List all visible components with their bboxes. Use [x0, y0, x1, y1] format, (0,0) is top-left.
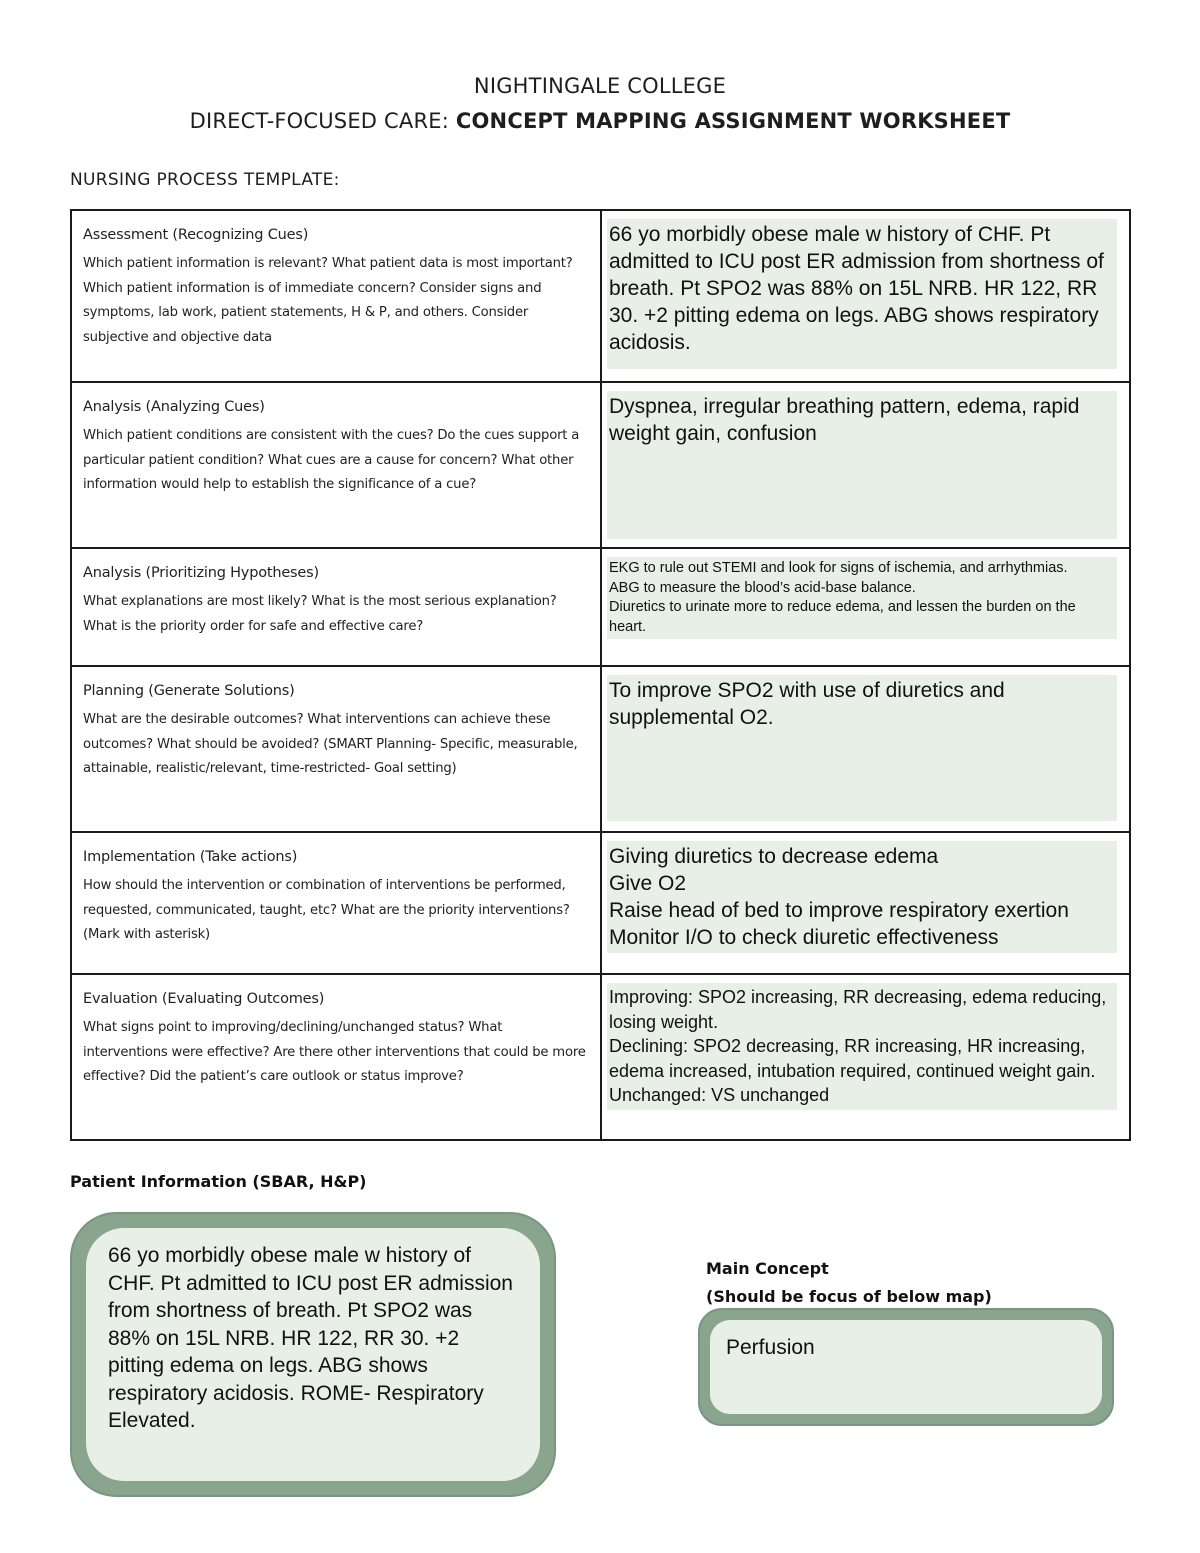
answer-line: Giving diuretics to decrease edema [609, 845, 939, 868]
worksheet-title [0, 109, 1200, 133]
step-title: Analysis (Prioritizing Hypotheses) [83, 565, 319, 581]
step-title: Planning (Generate Solutions) [83, 683, 295, 699]
answer-cell [601, 210, 1130, 382]
answer-line: Raise head of bed to improve respiratory exertion [609, 899, 1069, 922]
template-label: NURSING PROCESS TEMPLATE: [70, 170, 340, 190]
answer-line: Monitor I/O to check diuretic effectiveness [609, 926, 999, 949]
table-row [71, 382, 1130, 548]
step-description: What explanations are most likely? What is the most serious explanation? What is the priority order for safe and effective care? [83, 594, 557, 634]
answer-line: Give O2 [609, 872, 687, 895]
step-title: Analysis (Analyzing Cues) [83, 399, 265, 415]
worksheet-title-plain: DIRECT-FOCUSED CARE: [189, 109, 456, 133]
table-row [71, 832, 1130, 974]
college-title: NIGHTINGALE COLLEGE [473, 74, 727, 98]
main-concept-label [706, 1255, 992, 1311]
answer-line: Improving: SPO2 increasing, RR decreasing, edema reducing, losing weight. [609, 987, 1107, 1032]
answer-line: Unchanged: VS unchanged [609, 1085, 830, 1105]
step-description: What are the desirable outcomes? What interventions can achieve these outcomes? What should be avoided? (SMART Planning- Specific, measurable, attainable, realistic/relevant, time-restricted- Goal setting) [83, 712, 578, 776]
main-concept-label-line: Main Concept [706, 1259, 829, 1278]
answer-cell [601, 666, 1130, 832]
answer-cell [601, 832, 1130, 974]
step-cell [71, 974, 601, 1140]
step-cell [71, 210, 601, 382]
step-cell [71, 548, 601, 666]
step-description: Which patient information is relevant? What patient data is most important? Which patient information is of immediate concern? Consider signs and symptoms, lab work, patient statements, H & P, and others. Consider subjective and objective data [83, 256, 573, 345]
answer-line: EKG to rule out STEMI and look for signs of ischemia, and arrhythmias. [609, 560, 1068, 576]
answer-line: ABG to measure the blood’s acid-base balance. [609, 579, 916, 596]
answer-cell [601, 548, 1130, 666]
answer-line: Diuretics to urinate more to reduce edema, and lessen the burden on the heart. [609, 599, 1076, 635]
table-row [71, 548, 1130, 666]
main-concept-value[interactable]: Perfusion [710, 1320, 1102, 1414]
step-title: Implementation (Take actions) [83, 849, 298, 865]
answer-field[interactable] [607, 841, 1117, 953]
answer-field[interactable]: Dyspnea, irregular breathing pattern, edema, rapid weight gain, confusion [607, 391, 1117, 539]
answer-line: Declining: SPO2 decreasing, RR increasing, HR increasing, edema increased, intubation required, continued weight gain. [609, 1036, 1096, 1081]
main-concept-box [698, 1308, 1114, 1426]
step-description: What signs point to improving/declining/unchanged status? What interventions were effective? Are there other interventions that could be more effective? Did the patient’s care outlook or status improve? [83, 1020, 586, 1084]
patient-info-box [70, 1212, 556, 1497]
main-concept-label-line: (Should be focus of below map) [706, 1287, 992, 1306]
answer-field[interactable]: To improve SPO2 with use of diuretics and supplemental O2. [607, 675, 1117, 821]
patient-info-label: Patient Information (SBAR, H&P) [70, 1172, 367, 1191]
step-cell [71, 832, 601, 974]
step-description: How should the intervention or combination of interventions be performed, requested, communicated, taught, etc? What are the priority interventions? (Mark with asterisk) [83, 878, 570, 942]
answer-cell [601, 382, 1130, 548]
step-description: Which patient conditions are consistent with the cues? Do the cues support a particular patient condition? What cues are a cause for concern? What other information would help to establish the significance of a cue? [83, 428, 580, 492]
table-row [71, 974, 1130, 1140]
table-row [71, 666, 1130, 832]
patient-info-text[interactable]: 66 yo morbidly obese male w history of CHF. Pt admitted to ICU post ER admission from shortness of breath. Pt SPO2 was 88% on 15L NRB. HR 122, RR 30. +2 pitting edema on legs. ABG shows respiratory acidosis. ROME- Respiratory Elevated. [86, 1228, 540, 1481]
answer-field[interactable] [607, 557, 1117, 639]
step-title: Assessment (Recognizing Cues) [83, 227, 309, 243]
nursing-process-table [70, 209, 1131, 1141]
answer-field[interactable]: 66 yo morbidly obese male w history of CHF. Pt admitted to ICU post ER admission from shortness of breath. Pt SPO2 was 88% on 15L NRB. HR 122, RR 30. +2 pitting edema on legs. ABG shows respiratory acidosis. [607, 219, 1117, 369]
step-cell [71, 382, 601, 548]
step-cell [71, 666, 601, 832]
answer-cell [601, 974, 1130, 1140]
table-row [71, 210, 1130, 382]
worksheet-title-bold: CONCEPT MAPPING ASSIGNMENT WORKSHEET [455, 109, 1011, 133]
answer-field[interactable] [607, 983, 1117, 1110]
step-title: Evaluation (Evaluating Outcomes) [83, 991, 325, 1007]
